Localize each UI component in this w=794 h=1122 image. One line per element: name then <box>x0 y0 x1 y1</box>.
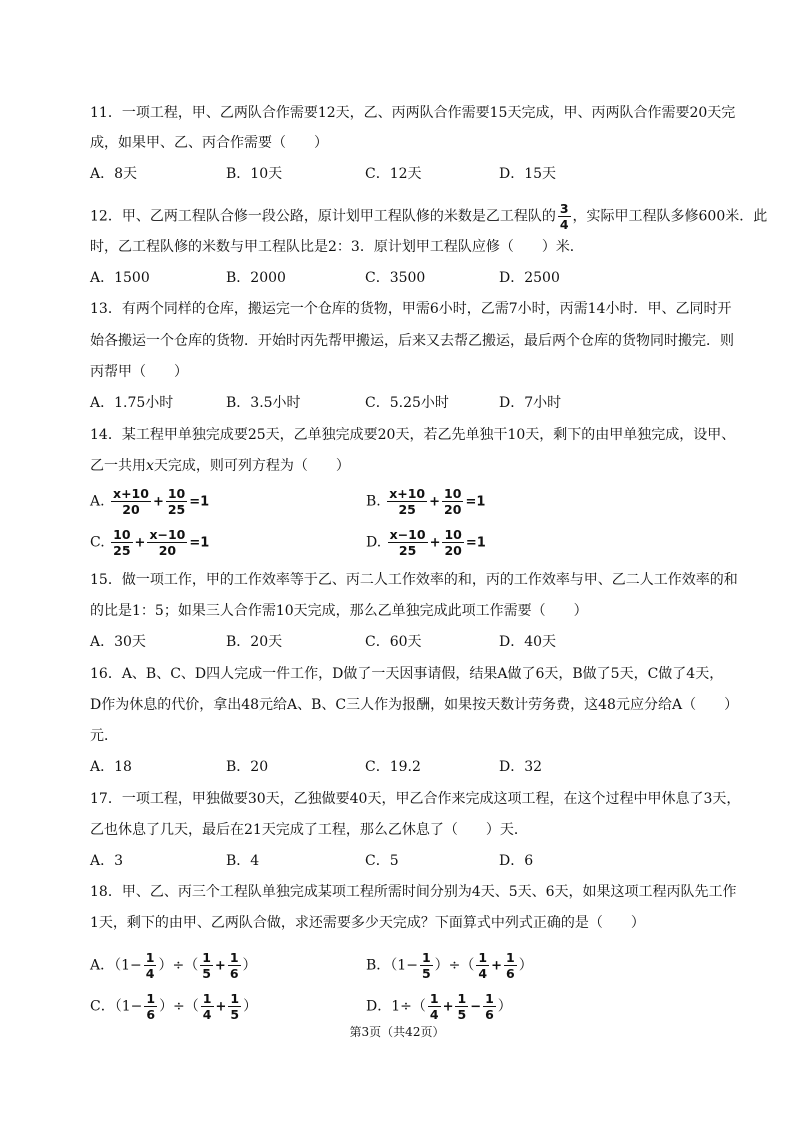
q18-a-pre: （1− <box>114 957 142 974</box>
q14-c-frac2-num: x−10 <box>149 527 186 542</box>
q18-option-a-label: A． <box>90 957 115 974</box>
q14-a-frac1-num: x+10 <box>113 486 149 501</box>
q18-b-frac3 <box>504 950 517 981</box>
q14-b-frac2 <box>442 486 463 517</box>
q18-a-end: ） <box>242 957 257 974</box>
q18-c-frac2 <box>201 991 214 1022</box>
q17-option-a: A．3 <box>90 853 124 869</box>
page-footer: 第3页（共42页） <box>349 1025 445 1039</box>
q15-option-d: D．40天 <box>499 634 557 650</box>
q18-c-frac3-den: 5 <box>230 1007 240 1022</box>
q14-a-frac2-den: 25 <box>167 502 186 517</box>
q18-b-mid: ）÷（ <box>434 957 475 974</box>
q18-a-frac1-den: 4 <box>145 966 155 981</box>
q14-a-op: + <box>152 494 164 510</box>
q14-a-frac1 <box>111 486 151 517</box>
q18-c-frac1-num: 1 <box>146 991 156 1006</box>
q18-d-frac3-num: 1 <box>485 991 494 1006</box>
q14-c-eq: =1 <box>189 535 210 551</box>
q18-option-b <box>366 950 533 981</box>
q18-b-frac2-den: 4 <box>478 966 488 981</box>
q12-line2: 时，乙工程队修的米数与甲工程队比是2：3．原计划甲工程队应修（ ）米． <box>90 239 584 255</box>
q14-b-frac2-num: 10 <box>444 486 462 501</box>
q11-option-d: D．15天 <box>499 166 557 182</box>
q14-option-d <box>366 527 486 558</box>
q16-line2: D作为休息的代价，拿出48元给A、B、C三人作为报酬，如果按天数计劳务费，这48元应分给A（ ） <box>90 697 739 713</box>
q18-d-frac3-den: 6 <box>485 1007 494 1022</box>
q14-b-eq: =1 <box>465 494 486 510</box>
q12-line1 <box>90 201 767 232</box>
q14-option-a <box>90 486 209 517</box>
q18-b-frac3-num: 1 <box>505 950 515 965</box>
q14-d-frac1 <box>388 527 428 558</box>
q13-option-c: C．5.25小时 <box>365 395 449 411</box>
q13-line1: 13．有两个同样的仓库，搬运完一个仓库的货物，甲需6小时，乙需7小时，丙需14小时．甲、乙同时开 <box>90 301 732 317</box>
q14-variable: x <box>146 458 154 474</box>
q18-c-pre: （1− <box>114 998 143 1015</box>
q14-option-c <box>90 527 209 558</box>
q16-line3: 元． <box>90 728 118 744</box>
q18-b-frac1-den: 5 <box>421 966 431 981</box>
q17-option-c: C．5 <box>365 853 399 869</box>
q18-a-frac2-den: 5 <box>202 966 211 981</box>
q14-b-frac1-den: 25 <box>398 502 416 517</box>
q18-b-frac3-den: 6 <box>505 966 515 981</box>
q17-option-d: D．6 <box>499 853 534 869</box>
q18-c-frac2-num: 1 <box>202 991 212 1006</box>
q18-option-c-label: C． <box>90 998 115 1015</box>
q18-d-frac2-den: 5 <box>457 1007 467 1022</box>
q14-b-op: + <box>429 494 441 510</box>
q14-line2 <box>90 456 350 476</box>
q18-d-frac1-den: 4 <box>429 1007 439 1022</box>
q14-b-frac2-den: 20 <box>444 502 462 517</box>
q15-option-a: A．30天 <box>90 634 146 650</box>
q14-a-frac2 <box>166 486 187 517</box>
q18-d-end: ） <box>497 998 512 1015</box>
q14-c-frac1-num: 10 <box>113 527 131 542</box>
q18-d-frac1-num: 1 <box>429 991 439 1006</box>
q18-c-frac1-den: 6 <box>146 1007 156 1022</box>
q18-line1: 18．甲、乙、丙三个工程队单独完成某项工程所需时间分别为4天、5天、6天，如果这项工程丙队先工作 <box>90 884 737 900</box>
q18-a-frac1 <box>144 950 157 981</box>
q12-option-a: A．1500 <box>90 270 150 286</box>
q14-c-frac2-den: 20 <box>158 543 177 558</box>
q14-a-eq: =1 <box>189 494 210 510</box>
q14-b-frac1-num: x+10 <box>389 486 426 501</box>
q14-c-op: + <box>134 535 146 551</box>
q14-d-frac1-num: x−10 <box>389 527 426 542</box>
q17-option-b: B．4 <box>226 853 260 869</box>
q14-option-a-label: A. <box>90 493 105 510</box>
q18-d-frac3 <box>483 991 496 1022</box>
q18-a-mid: ）÷（ <box>158 957 199 974</box>
q18-b-frac2 <box>476 950 489 981</box>
q14-b-frac1 <box>387 486 427 517</box>
q18-d-frac1 <box>428 991 441 1022</box>
q18-a-frac2 <box>200 950 213 981</box>
q18-b-frac1 <box>420 950 433 981</box>
q14-option-d-label: D. <box>366 534 382 551</box>
q16-option-c: C．19.2 <box>365 759 421 775</box>
q14-d-frac2-den: 20 <box>444 543 462 558</box>
q18-a-frac1-num: 1 <box>145 950 155 965</box>
q14-c-frac2 <box>147 527 187 558</box>
q14-line2-post: 天完成，则可列方程为（ ） <box>153 458 350 474</box>
q16-option-d: D．32 <box>499 759 543 775</box>
q13-line2: 始各搬运一个仓库的货物．开始时丙先帮甲搬运，后来又去帮乙搬运，最后两个仓库的货物同时搬完．则 <box>90 333 734 349</box>
q12-line1-post: ，实际甲工程队多修600米．此 <box>572 208 768 225</box>
q15-line2: 的比是1：5；如果三人合作需10天完成，那么乙单独完成此项工作需要（ ） <box>90 603 588 619</box>
q18-d-frac2-num: 1 <box>457 991 467 1006</box>
q12-fraction <box>558 201 571 232</box>
q16-option-b: B．20 <box>226 759 269 775</box>
q14-d-frac2 <box>442 527 463 558</box>
q15-option-c: C．60天 <box>365 634 422 650</box>
q18-c-mid: ）÷（ <box>159 998 199 1015</box>
q14-line1: 14．某工程甲单独完成要25天，乙单独完成要20天，若乙先单独干10天，剩下的由甲单独完成，设甲、 <box>90 427 736 443</box>
q18-d-op2: − <box>470 999 482 1015</box>
q14-option-b-label: B. <box>366 493 381 510</box>
q18-b-frac1-num: 1 <box>421 950 431 965</box>
q18-a-op: + <box>214 958 226 974</box>
q16-option-a: A．18 <box>90 759 132 775</box>
q18-c-frac1 <box>144 991 157 1022</box>
q14-a-frac2-num: 10 <box>167 486 186 501</box>
q14-d-frac2-num: 10 <box>444 527 462 542</box>
q13-option-d: D．7小时 <box>499 395 562 411</box>
q14-d-op: + <box>429 535 441 551</box>
q18-a-frac3 <box>228 950 241 981</box>
q13-option-b: B．3.5小时 <box>226 395 301 411</box>
q18-a-frac2-num: 1 <box>202 950 211 965</box>
q12-frac-num: 3 <box>559 201 569 216</box>
q18-b-end: ） <box>518 957 533 974</box>
q14-option-c-label: C. <box>90 534 105 551</box>
q18-c-frac3-num: 1 <box>230 991 240 1006</box>
q12-option-b: B．2000 <box>226 270 286 286</box>
q11-option-a: A．8天 <box>90 166 138 182</box>
q15-line1: 15．做一项工作，甲的工作效率等于乙、丙二人工作效率的和，丙的工作效率与甲、乙二人工作效率的和 <box>90 572 738 588</box>
q18-option-c <box>90 991 257 1022</box>
q16-line1: 16．A、B、C、D四人完成一件工作，D做了一天因事请假，结果A做了6天，B做了5天，C做了4天， <box>90 666 724 682</box>
q11-line2: 成，如果甲、乙、丙合作需要（ ） <box>90 135 328 151</box>
q17-line2: 乙也休息了几天，最后在21天完成了工程，那么乙休息了（ ）天． <box>90 822 528 838</box>
q14-c-frac1-den: 25 <box>113 543 131 558</box>
q18-option-d <box>366 991 512 1022</box>
q14-a-frac1-den: 20 <box>122 502 140 517</box>
q18-c-frac3 <box>228 991 241 1022</box>
q18-option-b-label: B． <box>366 957 391 974</box>
q18-a-frac3-num: 1 <box>229 950 239 965</box>
q12-option-d: D．2500 <box>499 270 560 286</box>
q15-option-b: B．20天 <box>226 634 283 650</box>
q11-line1: 11．一项工程，甲、乙两队合作需要12天，乙、丙两队合作需要15天完成，甲、丙两队合作需要20天完 <box>90 105 736 121</box>
q14-line2-pre: 乙一共用 <box>90 458 146 474</box>
q11-option-b: B．10天 <box>226 166 283 182</box>
q13-line3: 丙帮甲（ ） <box>90 364 188 380</box>
q18-b-frac2-num: 1 <box>478 950 488 965</box>
q18-option-d-label: D． <box>366 998 392 1015</box>
q14-d-frac1-den: 25 <box>398 543 417 558</box>
q18-d-op1: + <box>442 999 454 1015</box>
q12-line1-pre: 12．甲、乙两工程队合修一段公路，原计划甲工程队修的米数是乙工程队的 <box>90 208 556 225</box>
q14-d-eq: =1 <box>465 535 486 551</box>
q12-option-c: C．3500 <box>365 270 426 286</box>
q18-line2: 1天，剩下的由甲、乙两队合做，求还需要多少天完成？下面算式中列式正确的是（ ） <box>90 915 645 931</box>
q17-line1: 17．一项工程，甲独做要30天，乙独做要40天，甲乙合作来完成这项工程，在这个过程中甲休息了3天， <box>90 791 741 807</box>
q18-c-end: ） <box>243 998 258 1015</box>
q11-option-c: C．12天 <box>365 166 422 182</box>
q14-c-frac1 <box>111 527 132 558</box>
q12-frac-den: 4 <box>559 217 569 232</box>
q18-d-pre: 1÷（ <box>391 998 426 1015</box>
q18-a-frac3-den: 6 <box>229 966 239 981</box>
q18-b-pre: （1− <box>390 957 418 974</box>
q18-b-op: + <box>491 958 502 974</box>
q18-c-op: + <box>215 999 227 1015</box>
q14-option-b <box>366 486 485 517</box>
q18-c-frac2-den: 4 <box>202 1007 212 1022</box>
q18-d-frac2 <box>455 991 468 1022</box>
q13-option-a: A．1.75小时 <box>90 395 174 411</box>
q18-option-a <box>90 950 257 981</box>
